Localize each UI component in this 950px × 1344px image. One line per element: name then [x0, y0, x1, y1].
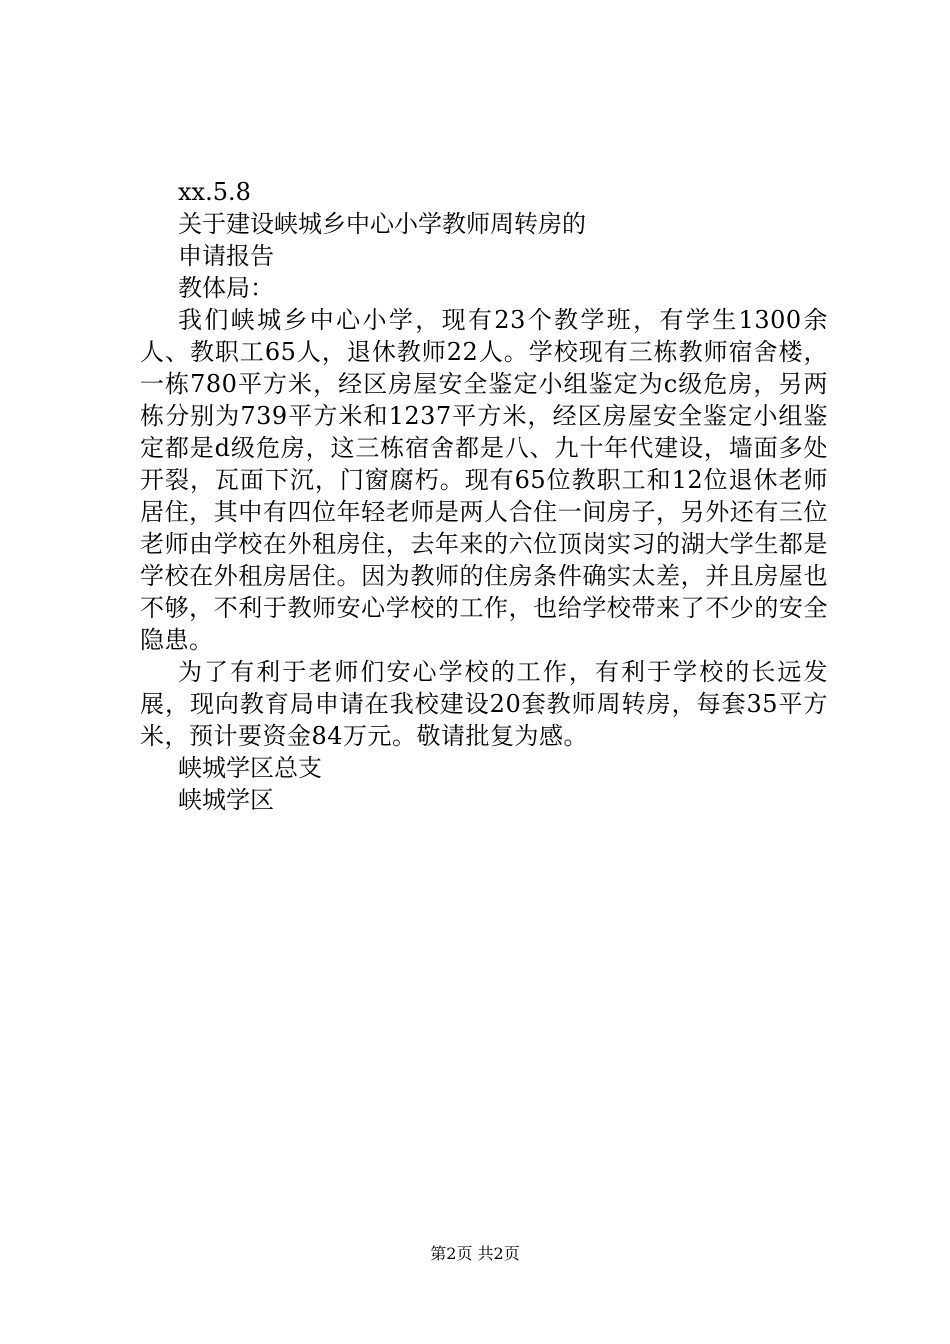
page-footer — [0, 1244, 950, 1264]
document-title-line-1: 关于建设峡城乡中心小学教师周转房的 — [178, 210, 586, 238]
document-body — [140, 176, 828, 816]
document-signature-line-2: 峡城学区 — [178, 786, 274, 814]
page-number-label: 第2页 共2页 — [430, 1244, 520, 1263]
document-title-line-2: 申请报告 — [178, 242, 274, 270]
document-addressee: 教体局： — [178, 274, 274, 302]
document-paragraph-1: 我们峡城乡中心小学，现有23个教学班，有学生1300余人、教职工65人，退休教师22人。学校现有三栋教师宿舍楼，一栋780平方米，经区房屋安全鉴定小组鉴定为c级危房，另两栋分别为739平方米和1237平方米，经区房屋安全鉴定小组鉴定都是d级危房，这三栋宿舍都是八、九十年代建设，墙面多处开裂，瓦面下沉，门窗腐朽。现有65位教职工和12位退休老师居住，其中有四位年轻老师是两人合住一间房子，另外还有三位老师由学校在外租房住，去年来的六位顶岗实习的湖大学生都是学校在外租房居住。因为教师的住房条件确实太差，并且房屋也不够，不利于教师安心学校的工作，也给学校带来了不少的安全隐患。 — [140, 306, 828, 654]
document-date: xx.5.8 — [178, 178, 251, 206]
document-signature-line-1: 峡城学区总支 — [178, 754, 322, 782]
document-paragraph-2: 为了有利于老师们安心学校的工作，有利于学校的长远发展，现向教育局申请在我校建设20套教师周转房，每套35平方米，预计要资金84万元。敬请批复为感。 — [140, 658, 828, 750]
